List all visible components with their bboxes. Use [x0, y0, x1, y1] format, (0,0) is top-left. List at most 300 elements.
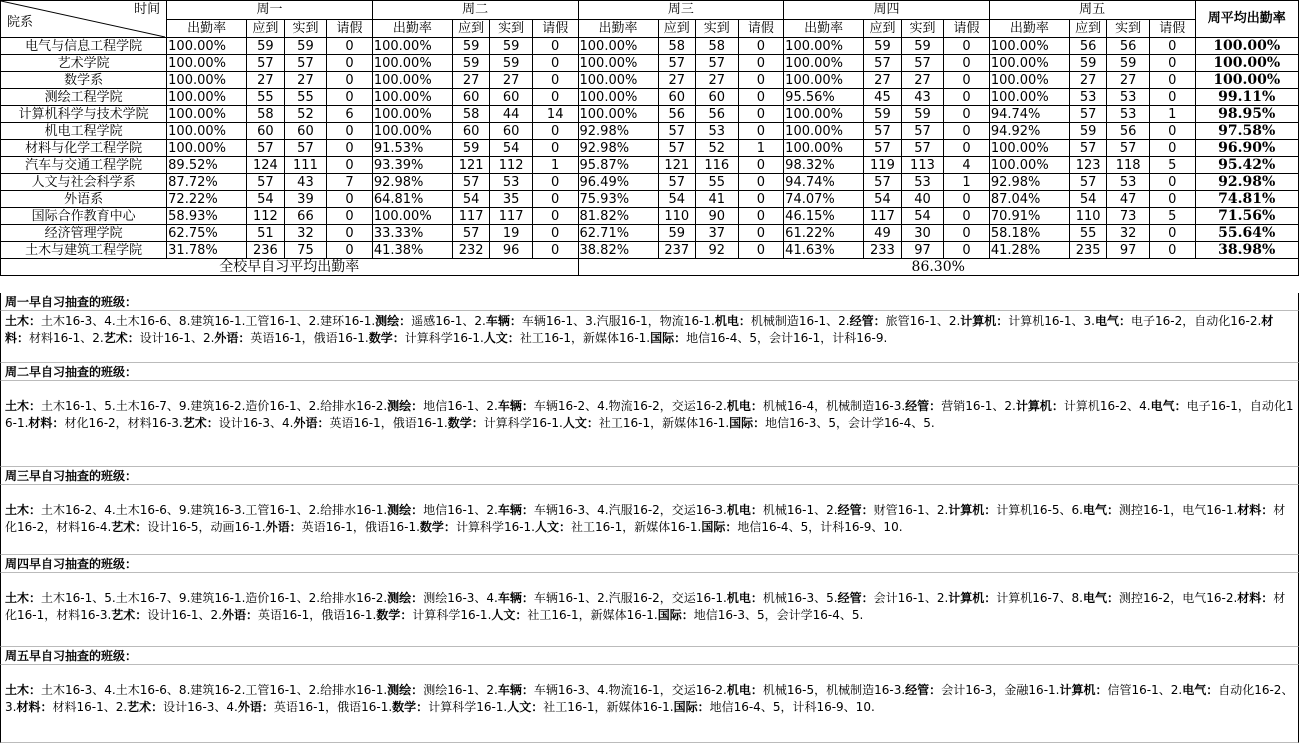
rate-cell: 94.74% [784, 174, 864, 191]
rate-cell: 58.18% [989, 225, 1069, 242]
weekly-average-cell: 95.42% [1195, 157, 1298, 174]
leave-cell: 0 [532, 242, 578, 259]
expected-cell: 27 [452, 72, 489, 89]
rate-cell: 100.00% [578, 89, 658, 106]
leave-cell: 14 [532, 106, 578, 123]
subcol-header: 实到 [284, 19, 327, 38]
class-list: 测绘16-3、4. [423, 591, 498, 605]
leave-cell: 0 [738, 157, 784, 174]
class-list: 机械16-1、2. [762, 503, 838, 517]
rate-cell: 100.00% [578, 106, 658, 123]
present-cell: 90 [696, 208, 739, 225]
present-cell: 57 [901, 140, 944, 157]
leave-cell: 0 [944, 208, 990, 225]
expected-cell: 53 [1069, 89, 1106, 106]
expected-cell: 57 [247, 140, 284, 157]
overall-row [1, 259, 1299, 276]
expected-cell: 57 [658, 140, 695, 157]
expected-cell: 57 [864, 140, 901, 157]
weekly-average-cell: 100.00% [1195, 55, 1298, 72]
class-list: 信管16-1、2. [1107, 683, 1183, 697]
dept-key: 国际： [650, 331, 687, 345]
rate-cell: 100.00% [167, 55, 247, 72]
class-list: 设计16-3、4. [163, 700, 238, 714]
subcol-header: 实到 [490, 19, 533, 38]
present-cell: 73 [1107, 208, 1150, 225]
present-cell: 53 [1107, 174, 1150, 191]
expected-cell: 233 [864, 242, 901, 259]
present-cell: 27 [490, 72, 533, 89]
table-row [1, 106, 1299, 123]
expected-cell: 58 [658, 38, 695, 55]
expected-cell: 27 [658, 72, 695, 89]
rate-cell: 100.00% [167, 140, 247, 157]
dept-key: 计算机： [1015, 399, 1064, 413]
class-list: 计算科学16-1. [404, 331, 484, 345]
class-list: 测控16-2，电气16-2. [1118, 591, 1238, 605]
rate-cell: 100.00% [784, 38, 864, 55]
class-list: 旅管16-1、2. [885, 314, 961, 328]
class-list: 土木16-3、4.土木16-6、8.建筑16-2.工管16-1、2.给排水16-1. [41, 683, 388, 697]
dept-key: 人文： [483, 331, 520, 345]
present-cell: 55 [284, 89, 327, 106]
expected-cell: 123 [1069, 157, 1106, 174]
class-list: 材化16-1，材料16-3. [5, 591, 1286, 622]
dept-key: 外语： [237, 700, 274, 714]
present-cell: 57 [901, 55, 944, 72]
present-cell: 59 [1107, 55, 1150, 72]
class-list: 地信16-4、5，计科16-9、10. [709, 700, 875, 714]
present-cell: 59 [284, 38, 327, 55]
expected-cell: 110 [658, 208, 695, 225]
present-cell: 43 [284, 174, 327, 191]
expected-cell: 54 [452, 191, 489, 208]
table-row [1, 191, 1299, 208]
class-list: 英语16-1，俄语16-1. [258, 608, 377, 622]
rate-cell: 100.00% [372, 72, 452, 89]
leave-cell: 0 [1149, 225, 1195, 242]
leave-cell: 0 [532, 72, 578, 89]
table-row [1, 208, 1299, 225]
present-cell: 39 [284, 191, 327, 208]
leave-cell: 0 [327, 225, 373, 242]
present-cell: 35 [490, 191, 533, 208]
present-cell: 92 [696, 242, 739, 259]
leave-cell: 0 [738, 123, 784, 140]
rate-cell: 58.93% [167, 208, 247, 225]
section-title: 周二早自习抽查的班级： [0, 363, 1299, 381]
present-cell: 66 [284, 208, 327, 225]
dept-key: 材料： [16, 700, 53, 714]
rate-cell: 100.00% [784, 106, 864, 123]
expected-cell: 57 [1069, 140, 1106, 157]
expected-cell: 57 [247, 55, 284, 72]
day-header-1: 周一 [167, 1, 373, 20]
leave-cell: 0 [327, 89, 373, 106]
class-list: 遥感16-1、2. [411, 314, 486, 328]
present-cell: 56 [696, 106, 739, 123]
corner-dept-label: 院系 [7, 15, 34, 30]
dept-name: 经济管理学院 [1, 225, 167, 242]
rate-cell: 41.28% [989, 242, 1069, 259]
class-list: 会计16-3，金融16-1. [941, 683, 1060, 697]
dept-name: 土木与建筑工程学院 [1, 242, 167, 259]
expected-cell: 54 [1069, 191, 1106, 208]
class-list: 地信16-4、5，会计16-1，计科16-9. [686, 331, 888, 345]
rate-cell: 92.98% [578, 123, 658, 140]
dept-key: 外语： [293, 416, 330, 430]
leave-cell: 4 [944, 157, 990, 174]
weekly-average-cell: 55.64% [1195, 225, 1298, 242]
rate-cell: 91.53% [372, 140, 452, 157]
rate-cell: 98.32% [784, 157, 864, 174]
present-cell: 41 [696, 191, 739, 208]
rate-cell: 81.82% [578, 208, 658, 225]
expected-cell: 117 [864, 208, 901, 225]
dept-name: 测绘工程学院 [1, 89, 167, 106]
rate-cell: 95.87% [578, 157, 658, 174]
dept-key: 机电： [726, 399, 763, 413]
leave-cell: 0 [532, 174, 578, 191]
leave-cell: 0 [738, 225, 784, 242]
dept-key: 材料： [28, 416, 65, 430]
expected-cell: 57 [658, 55, 695, 72]
leave-cell: 0 [532, 38, 578, 55]
leave-cell: 0 [532, 225, 578, 242]
leave-cell: 0 [532, 89, 578, 106]
rate-cell: 100.00% [578, 38, 658, 55]
dept-key: 经管： [837, 503, 874, 517]
leave-cell: 0 [738, 38, 784, 55]
leave-cell: 0 [738, 191, 784, 208]
present-cell: 27 [1107, 72, 1150, 89]
present-cell: 52 [696, 140, 739, 157]
class-list: 测控16-1，电气16-1. [1118, 503, 1238, 517]
leave-cell: 0 [327, 72, 373, 89]
dept-key: 车辆： [497, 591, 534, 605]
subcol-header: 应到 [864, 19, 901, 38]
leave-cell: 0 [1149, 89, 1195, 106]
dept-key: 测绘： [387, 503, 424, 517]
present-cell: 30 [901, 225, 944, 242]
leave-cell: 0 [1149, 72, 1195, 89]
rate-cell: 41.38% [372, 242, 452, 259]
dept-name: 数学系 [1, 72, 167, 89]
dept-key: 电气： [1094, 314, 1131, 328]
dept-key: 数学： [392, 700, 429, 714]
class-list: 计算科学16-1. [412, 608, 492, 622]
day-header-3: 周三 [578, 1, 784, 20]
leave-cell: 0 [327, 242, 373, 259]
expected-cell: 117 [452, 208, 489, 225]
subcol-header: 实到 [696, 19, 739, 38]
table-row [1, 242, 1299, 259]
expected-cell: 57 [658, 174, 695, 191]
class-list: 机械16-3、5. [762, 591, 838, 605]
rate-cell: 89.52% [167, 157, 247, 174]
header-row-days [1, 1, 1299, 20]
rate-cell: 62.71% [578, 225, 658, 242]
rate-cell: 62.75% [167, 225, 247, 242]
rate-cell: 64.81% [372, 191, 452, 208]
leave-cell: 0 [738, 55, 784, 72]
class-list: 车辆16-1、2.汽服16-2，交运16-1. [533, 591, 727, 605]
rate-cell: 75.93% [578, 191, 658, 208]
rate-cell: 38.82% [578, 242, 658, 259]
weekly-average-cell: 99.11% [1195, 89, 1298, 106]
rate-cell: 100.00% [989, 140, 1069, 157]
class-list: 机械16-5，机械制造16-3. [762, 683, 906, 697]
class-list: 机械16-4，机械制造16-3. [762, 399, 906, 413]
rate-cell: 100.00% [784, 140, 864, 157]
rate-cell: 31.78% [167, 242, 247, 259]
rate-cell: 100.00% [989, 72, 1069, 89]
present-cell: 19 [490, 225, 533, 242]
weekly-average-cell: 92.98% [1195, 174, 1298, 191]
class-list: 社工16-1，新媒体16-1. [571, 520, 702, 534]
rate-cell: 93.39% [372, 157, 452, 174]
table-row [1, 38, 1299, 55]
leave-cell: 0 [944, 140, 990, 157]
leave-cell: 0 [944, 55, 990, 72]
expected-cell: 59 [247, 38, 284, 55]
dept-key: 测绘： [387, 399, 424, 413]
leave-cell: 0 [327, 208, 373, 225]
expected-cell: 59 [658, 225, 695, 242]
subcol-header: 请假 [738, 19, 784, 38]
rate-cell: 70.91% [989, 208, 1069, 225]
weekly-average-cell: 74.81% [1195, 191, 1298, 208]
leave-cell: 0 [738, 72, 784, 89]
present-cell: 60 [490, 89, 533, 106]
expected-cell: 60 [452, 123, 489, 140]
present-cell: 56 [1107, 123, 1150, 140]
present-cell: 96 [490, 242, 533, 259]
expected-cell: 60 [247, 123, 284, 140]
expected-cell: 57 [864, 123, 901, 140]
expected-cell: 60 [658, 89, 695, 106]
dept-name: 电气与信息工程学院 [1, 38, 167, 55]
leave-cell: 5 [1149, 208, 1195, 225]
class-list: 土木16-1、5.土木16-7、9.建筑16-1.造价16-1、2.给排水16-2. [41, 591, 388, 605]
day-header-2: 周二 [372, 1, 578, 20]
section-body [0, 665, 1299, 743]
dept-name: 材料与化学工程学院 [1, 140, 167, 157]
subcol-header: 应到 [247, 19, 284, 38]
class-list: 计算机16-2、4. [1063, 399, 1151, 413]
present-cell: 60 [284, 123, 327, 140]
class-list: 地信16-3、5，会计学16-4、5. [765, 416, 935, 430]
leave-cell: 0 [1149, 123, 1195, 140]
expected-cell: 55 [1069, 225, 1106, 242]
dept-key: 车辆： [485, 314, 522, 328]
dept-key: 计算机： [948, 591, 997, 605]
dept-key: 测绘： [387, 683, 424, 697]
header-row-subcols [1, 19, 1299, 38]
dept-key: 国际： [701, 520, 738, 534]
day-header-5: 周五 [989, 1, 1195, 20]
rate-cell: 100.00% [784, 72, 864, 89]
dept-name: 外语系 [1, 191, 167, 208]
dept-key: 土木： [5, 591, 42, 605]
leave-cell: 1 [738, 140, 784, 157]
overall-label: 全校早自习平均出勤率 [1, 259, 579, 276]
present-cell: 54 [901, 208, 944, 225]
class-list: 材料16-1、2. [29, 331, 104, 345]
section-body [0, 311, 1299, 363]
class-list: 设计16-1、2. [147, 608, 222, 622]
leave-cell: 0 [1149, 242, 1195, 259]
class-list: 土木16-2、4.土木16-6、9.建筑16-3.工管16-1、2.给排水16-1. [41, 503, 388, 517]
dept-key: 计算机： [960, 314, 1009, 328]
present-cell: 55 [696, 174, 739, 191]
expected-cell: 57 [864, 55, 901, 72]
class-list: 土木16-1、5.土木16-7、9.建筑16-2.造价16-1、2.给排水16-2. [41, 399, 388, 413]
class-list: 英语16-1，俄语16-1. [329, 416, 448, 430]
leave-cell: 7 [327, 174, 373, 191]
dept-key: 测绘： [375, 314, 412, 328]
present-cell: 27 [284, 72, 327, 89]
expected-cell: 57 [1069, 174, 1106, 191]
present-cell: 75 [284, 242, 327, 259]
subcol-header: 请假 [532, 19, 578, 38]
section-title: 周三早自习抽查的班级： [0, 467, 1299, 485]
rate-cell: 61.22% [784, 225, 864, 242]
leave-cell: 5 [1149, 157, 1195, 174]
expected-cell: 56 [1069, 38, 1106, 55]
present-cell: 32 [284, 225, 327, 242]
day-header-4: 周四 [784, 1, 990, 20]
present-cell: 58 [696, 38, 739, 55]
rate-cell: 96.49% [578, 174, 658, 191]
dept-key: 数学： [419, 520, 456, 534]
dept-key: 艺术： [103, 331, 140, 345]
rate-cell: 74.07% [784, 191, 864, 208]
present-cell: 57 [284, 140, 327, 157]
rate-cell: 100.00% [578, 55, 658, 72]
rate-cell: 46.15% [784, 208, 864, 225]
expected-cell: 51 [247, 225, 284, 242]
weekly-average-cell: 97.58% [1195, 123, 1298, 140]
attendance-table [0, 0, 1299, 276]
dept-key: 人文： [562, 416, 599, 430]
weekly-average-cell: 71.56% [1195, 208, 1298, 225]
dept-key: 人文： [491, 608, 528, 622]
present-cell: 40 [901, 191, 944, 208]
rate-cell: 87.04% [989, 191, 1069, 208]
class-list: 社工16-1，新媒体16-1. [527, 608, 658, 622]
subcol-header: 出勤率 [578, 19, 658, 38]
class-list: 车辆16-1、3.汽服16-1，物流16-1. [521, 314, 715, 328]
expected-cell: 235 [1069, 242, 1106, 259]
dept-key: 艺术： [182, 416, 219, 430]
expected-cell: 57 [658, 123, 695, 140]
expected-cell: 121 [452, 157, 489, 174]
leave-cell: 0 [327, 123, 373, 140]
dept-name: 汽车与交通工程学院 [1, 157, 167, 174]
class-list: 社工16-1，新媒体16-1. [598, 416, 730, 430]
rate-cell: 100.00% [784, 55, 864, 72]
weekly-average-cell: 38.98% [1195, 242, 1298, 259]
rate-cell: 92.98% [372, 174, 452, 191]
expected-cell: 57 [1069, 106, 1106, 123]
rate-cell: 94.74% [989, 106, 1069, 123]
class-list: 计算机16-1、3. [1008, 314, 1095, 328]
expected-cell: 60 [452, 89, 489, 106]
dept-key: 外语： [214, 331, 251, 345]
dept-key: 材料： [5, 314, 1274, 345]
expected-cell: 49 [864, 225, 901, 242]
leave-cell: 0 [327, 191, 373, 208]
subcol-header: 出勤率 [784, 19, 864, 38]
class-list: 设计16-3、4. [218, 416, 294, 430]
expected-cell: 56 [658, 106, 695, 123]
leave-cell: 0 [532, 140, 578, 157]
class-list: 计算科学16-1. [483, 416, 563, 430]
expected-cell: 58 [247, 106, 284, 123]
present-cell: 97 [901, 242, 944, 259]
leave-cell: 0 [532, 191, 578, 208]
rate-cell: 87.72% [167, 174, 247, 191]
present-cell: 117 [490, 208, 533, 225]
dept-key: 机电： [726, 683, 763, 697]
expected-cell: 59 [864, 106, 901, 123]
leave-cell: 0 [327, 38, 373, 55]
dept-key: 计算机： [1059, 683, 1108, 697]
table-row [1, 225, 1299, 242]
rate-cell: 94.92% [989, 123, 1069, 140]
expected-cell: 236 [247, 242, 284, 259]
expected-cell: 58 [452, 106, 489, 123]
rate-cell: 100.00% [372, 106, 452, 123]
expected-cell: 55 [247, 89, 284, 106]
present-cell: 53 [901, 174, 944, 191]
section-title: 周五早自习抽查的班级： [0, 647, 1299, 665]
corner-time-label: 时间 [134, 2, 161, 17]
expected-cell: 54 [247, 191, 284, 208]
leave-cell: 0 [738, 208, 784, 225]
weekly-average-cell: 100.00% [1195, 72, 1298, 89]
present-cell: 53 [1107, 89, 1150, 106]
class-list: 设计16-5，动画16-1. [147, 520, 266, 534]
dept-key: 电气： [1150, 399, 1187, 413]
rate-cell: 100.00% [989, 55, 1069, 72]
rate-cell: 100.00% [989, 38, 1069, 55]
subcol-header: 实到 [901, 19, 944, 38]
class-list: 营销16-1、2. [941, 399, 1016, 413]
present-cell: 53 [696, 123, 739, 140]
dept-name: 机电工程学院 [1, 123, 167, 140]
table-row [1, 55, 1299, 72]
expected-cell: 121 [658, 157, 695, 174]
present-cell: 111 [284, 157, 327, 174]
table-row [1, 174, 1299, 191]
expected-cell: 110 [1069, 208, 1106, 225]
expected-cell: 45 [864, 89, 901, 106]
leave-cell: 6 [327, 106, 373, 123]
table-row [1, 157, 1299, 174]
leave-cell: 0 [1149, 55, 1195, 72]
class-list: 计算机16-7、8. [996, 591, 1083, 605]
leave-cell: 0 [327, 55, 373, 72]
expected-cell: 27 [1069, 72, 1106, 89]
leave-cell: 0 [944, 106, 990, 123]
dept-key: 经管： [849, 314, 886, 328]
weekly-average-cell: 96.90% [1195, 140, 1298, 157]
subcol-header: 请假 [1149, 19, 1195, 38]
leave-cell: 0 [738, 106, 784, 123]
dept-key: 机电： [714, 314, 751, 328]
